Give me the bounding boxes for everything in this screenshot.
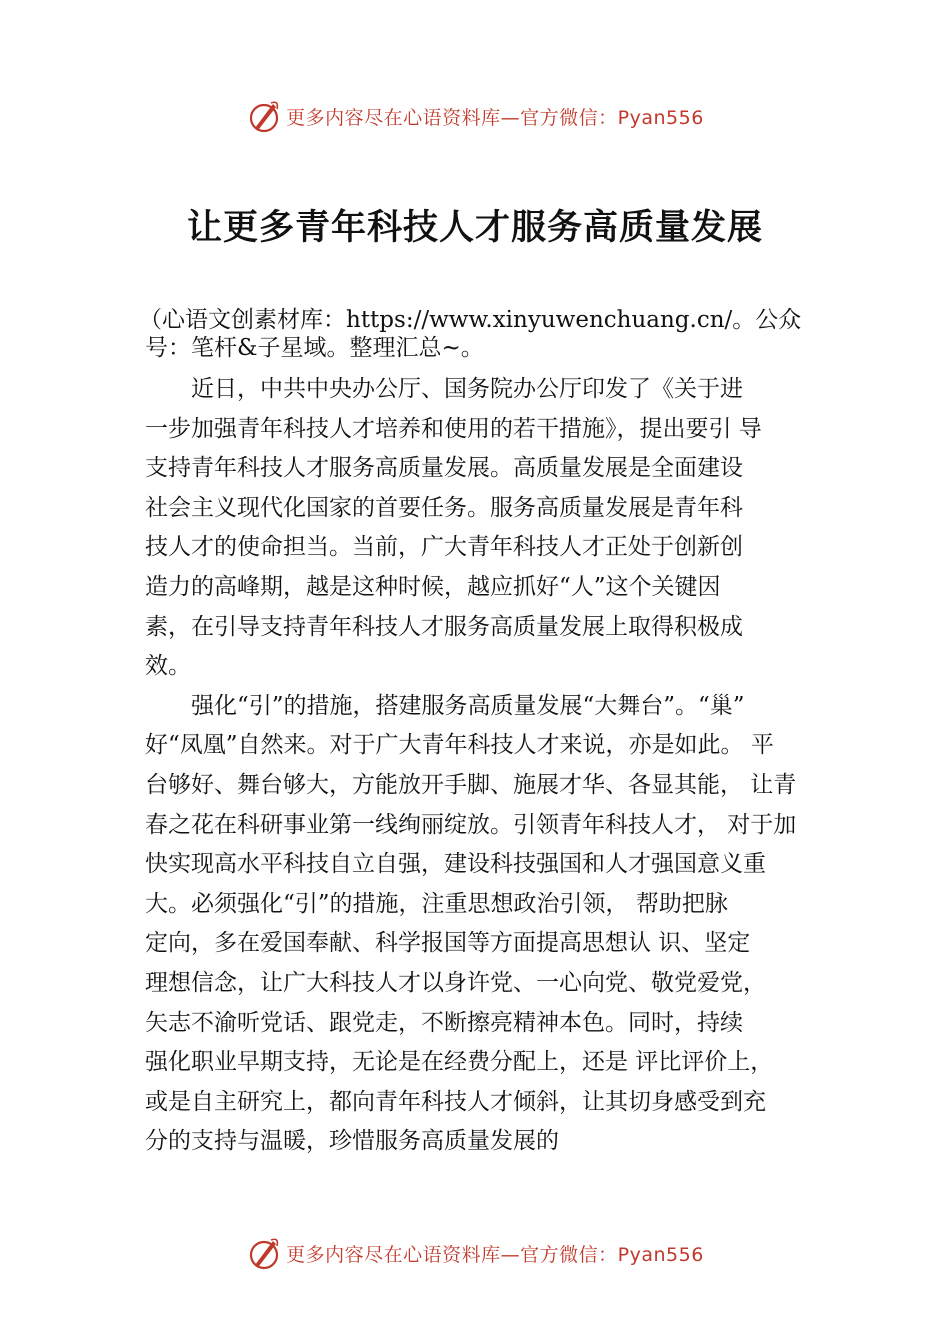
quill-logo-icon bbox=[246, 98, 282, 134]
page-title: 让更多青年科技人才服务高质量发展 bbox=[186, 208, 763, 248]
text-line: 造力的高峰期，越是这种时候，越应抓好“人”这个关键因 bbox=[145, 573, 721, 600]
text-line: 好“凤凰”自然来。对于广大青年科技人才来说，亦是如此。 平 bbox=[145, 732, 774, 759]
source-line: 号：笔杆&子星域。整理汇总~。 bbox=[145, 335, 484, 361]
text-line: 大。必须强化“引”的措施，注重思想政治引领， 帮助把脉 bbox=[145, 890, 728, 917]
text-line: 支持青年科技人才服务高质量发展。高质量发展是全面建设 bbox=[145, 455, 743, 482]
text-line: 台够好、舞台够大，方能放开手脚、施展才华、各显其能， 让青 bbox=[145, 771, 797, 798]
paragraph-1 bbox=[145, 370, 835, 687]
watermark-text: 更多内容尽在心语资料库—官方微信：Pyan556 bbox=[286, 106, 704, 129]
text-line: 社会主义现代化国家的首要任务。服务高质量发展是青年科 bbox=[145, 494, 743, 521]
text-line: 分的支持与温暖，珍惜服务高质量发展的 bbox=[145, 1128, 559, 1155]
text-line: 技人才的使命担当。当前，广大青年科技人才正处于创新创 bbox=[145, 534, 743, 561]
text-line: 一步加强青年科技人才培养和使用的若干措施》，提出要引 导 bbox=[145, 415, 762, 442]
article-body bbox=[139, 306, 835, 1162]
source-line: （心语文创素材库：https://www.xinyuwenchuang.cn/。公众 bbox=[139, 307, 802, 333]
text-line: 强化“引”的措施，搭建服务高质量发展“大舞台”。“巢” bbox=[145, 692, 745, 719]
watermark-header bbox=[0, 96, 950, 136]
text-line: 近日，中共中央办公厅、国务院办公厅印发了《关于进 bbox=[145, 376, 743, 402]
quill-logo-icon bbox=[246, 1235, 282, 1271]
text-line: 定向，多在爱国奉献、科学报国等方面提高思想认 识、坚定 bbox=[145, 930, 751, 957]
paragraph-2 bbox=[145, 687, 835, 1162]
text-line: 素，在引导支持青年科技人才服务高质量发展上取得积极成 bbox=[145, 613, 743, 640]
text-line: 或是自主研究上，都向青年科技人才倾斜，让其切身感受到充 bbox=[145, 1088, 766, 1115]
text-line: 矢志不渝听党话、跟党走，不断擦亮精神本色。同时，持续 bbox=[145, 1009, 743, 1036]
text-line: 春之花在科研事业第一线绚丽绽放。引领青年科技人才， 对于加 bbox=[145, 811, 797, 838]
watermark-text: 更多内容尽在心语资料库—官方微信：Pyan556 bbox=[286, 1243, 704, 1266]
text-line: 快实现高水平科技自立自强，建设科技强国和人才强国意义重 bbox=[145, 851, 766, 878]
text-line: 效。 bbox=[145, 653, 191, 680]
watermark-footer bbox=[0, 1233, 950, 1273]
text-line: 理想信念，让广大科技人才以身许党、一心向党、敬党爱党， bbox=[145, 969, 766, 996]
text-line: 强化职业早期支持，无论是在经费分配上，还是 评比评价上， bbox=[145, 1049, 774, 1076]
